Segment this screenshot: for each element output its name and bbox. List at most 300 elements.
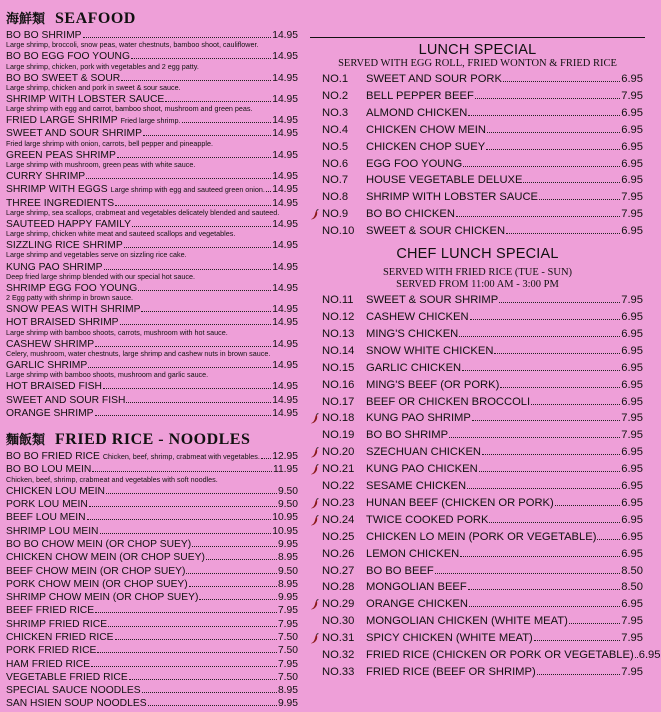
dot-leader (534, 640, 620, 641)
item-name: KUNG PAO CHICKEN (366, 463, 478, 476)
menu-item (6, 339, 298, 358)
item-name: SPICY CHICKEN (WHITE MEAT) (366, 632, 533, 645)
dot-leader (106, 493, 277, 494)
dot-leader (143, 135, 271, 136)
item-name: GARLIC CHICKEN (366, 361, 462, 374)
item-price: 10.95 (272, 512, 298, 524)
dot-leader (523, 182, 620, 183)
item-name: SHRIMP CHOW MEIN (OR CHOP SUEY) (6, 592, 199, 604)
item-price: 8.95 (277, 578, 298, 590)
item-price: 11.95 (272, 464, 298, 476)
dot-leader (199, 599, 277, 600)
item-price: 14.95 (272, 149, 298, 161)
item-number: NO.23 (322, 496, 355, 509)
menu-item-row (6, 566, 298, 577)
chili-pepper-icon (310, 447, 319, 458)
special-item (310, 529, 643, 546)
item-price: 14.95 (272, 304, 298, 316)
dot-leader (479, 471, 621, 472)
menu-item-row (6, 698, 298, 709)
menu-item (6, 486, 298, 497)
item-price: 8.50 (621, 564, 643, 577)
item-name: ORANGE SHRIMP (6, 407, 94, 419)
menu-item (6, 632, 298, 643)
item-name: SHRIMP WITH LOBSTER SAUCE (366, 191, 538, 204)
menu-item-row (6, 685, 298, 696)
item-number: NO.30 (322, 615, 355, 628)
item-name: MING'S CHICKEN (366, 327, 459, 340)
menu-item-row (6, 171, 298, 182)
menu-item (6, 605, 298, 616)
item-name: SWEET AND SOUR PORK (366, 73, 502, 85)
menu-item (6, 499, 298, 510)
item-name: SNOW WHITE CHICKEN (366, 344, 494, 357)
item-number: NO.27 (322, 564, 355, 577)
special-item (310, 546, 643, 563)
item-name: BEEF CHOW MEIN (OR CHOP SUEY) (6, 565, 186, 577)
special-item (310, 105, 643, 122)
item-price: 14.95 (272, 282, 298, 294)
item-price: 6.95 (621, 496, 643, 509)
special-item (310, 360, 643, 377)
item-number: NO.5 (322, 140, 349, 153)
dot-leader (95, 346, 271, 347)
dot-leader (126, 402, 271, 403)
item-number: NO.15 (322, 361, 355, 374)
item-price: 7.95 (277, 605, 298, 617)
dot-leader (531, 404, 620, 405)
item-name: BO BO SWEET & SOUR (6, 72, 121, 84)
item-price: 8.95 (277, 552, 298, 564)
dot-leader (449, 437, 620, 438)
item-name: BO BO FRIED RICE (6, 451, 100, 463)
menu-item (6, 240, 298, 259)
item-name: BO BO EGG FOO YOUNG (6, 51, 130, 63)
dot-leader (89, 506, 277, 507)
special-item (310, 461, 643, 478)
menu-item-row (6, 317, 298, 328)
special-item (310, 563, 643, 580)
fried-rice-title: FRIED RICE - NOODLES (55, 431, 251, 449)
item-name: CASHEW SHRIMP (6, 338, 95, 350)
menu-item-row (6, 659, 298, 670)
item-description: Large shrimp, chicken white meat and sauteed scallops and vegetables. (6, 229, 236, 239)
item-name: SHRIMP LOU MEIN (6, 525, 99, 537)
menu-item (6, 579, 298, 590)
lunch-special-title: LUNCH SPECIAL (418, 42, 537, 58)
item-price: 9.95 (277, 698, 298, 710)
item-name: BO BO SHRIMP (366, 429, 449, 442)
dot-leader (487, 132, 620, 133)
item-name: ORANGE CHICKEN (366, 598, 468, 611)
dot-leader (103, 388, 271, 389)
item-description: Large shrimp, chicken, pork with vegetables and 2 egg patty. (6, 61, 199, 71)
item-name: HOT BRAISED SHRIMP (6, 317, 119, 329)
menu-item-row (6, 499, 298, 510)
item-name: SZECHUAN CHICKEN (366, 446, 481, 459)
item-name: ALMOND CHICKEN (366, 106, 468, 119)
item-number: NO.18 (322, 412, 355, 425)
dot-leader (470, 319, 621, 320)
menu-item-row (6, 395, 298, 406)
item-name: THREE INGREDIENTS (6, 197, 115, 209)
item-number: NO.21 (322, 463, 355, 476)
menu-item-row (6, 512, 298, 523)
item-price: 9.50 (277, 499, 298, 511)
item-number: NO.24 (322, 513, 355, 526)
special-item (310, 596, 643, 613)
item-price: 6.95 (621, 513, 643, 526)
item-name: SHRIMP EGG FOO YOUNG (6, 282, 138, 294)
special-item (310, 309, 643, 326)
menu-item-row (6, 645, 298, 656)
chili-pepper-icon (310, 209, 319, 220)
chef-lunch-hours: SERVED FROM 11:00 AM - 3:00 PM (396, 279, 559, 291)
menu-item (6, 184, 298, 195)
dot-leader (88, 367, 271, 368)
menu-item (6, 592, 298, 603)
menu-item (6, 552, 298, 563)
item-price: 14.95 (272, 93, 298, 105)
menu-item (6, 408, 298, 419)
chili-pepper-icon (310, 515, 319, 526)
item-price: 6.95 (621, 463, 643, 476)
item-name: LEMON CHICKEN (366, 547, 460, 560)
item-price: 14.95 (272, 407, 298, 419)
item-number: NO.13 (322, 327, 355, 340)
dot-leader (87, 519, 272, 520)
item-name: BELL PEPPER BEEF (366, 89, 474, 102)
dot-leader (138, 290, 271, 291)
dot-leader (95, 415, 272, 416)
menu-item (6, 539, 298, 550)
dot-leader (95, 612, 277, 613)
dot-leader (463, 166, 620, 167)
dot-leader (104, 269, 272, 270)
item-price: 6.95 (621, 547, 643, 560)
item-number: NO.31 (322, 632, 355, 645)
dot-leader (539, 199, 620, 200)
dot-leader (83, 37, 272, 38)
item-price: 6.95 (621, 378, 643, 391)
item-name: MONGOLIAN CHICKEN (WHITE MEAT) (366, 615, 568, 628)
dot-leader (261, 458, 271, 459)
item-price: 6.95 (621, 480, 643, 493)
menu-item (6, 283, 298, 302)
menu-item (6, 171, 298, 182)
menu-item (6, 698, 298, 709)
item-price: 14.95 (272, 394, 298, 406)
item-number: NO.32 (322, 649, 355, 662)
menu-item (6, 128, 298, 147)
menu-item (6, 464, 298, 483)
item-name: PORK FRIED RICE (6, 645, 97, 657)
item-price: 9.95 (277, 592, 298, 604)
special-item (310, 394, 643, 411)
special-item (310, 613, 643, 630)
item-number: NO.29 (322, 598, 355, 611)
dot-leader (165, 101, 271, 102)
item-inline-description: Large shrimp with egg and sauteed green onion. (110, 185, 265, 195)
special-item (310, 410, 643, 427)
item-name: SHRIMP WITH EGGS (6, 184, 108, 196)
item-number: NO.25 (322, 530, 355, 543)
item-name: BEEF LOU MEIN (6, 512, 86, 524)
item-name: KUNG PAO SHRIMP (366, 412, 471, 425)
menu-item (6, 262, 298, 281)
menu-item (6, 304, 298, 315)
item-number: NO.6 (322, 157, 349, 170)
item-price: 6.95 (621, 598, 643, 611)
menu-item (6, 198, 298, 217)
dot-leader (86, 178, 271, 179)
item-name: PORK LOU MEIN (6, 499, 88, 511)
item-number: NO.10 (322, 225, 355, 238)
item-price: 14.95 (272, 30, 298, 41)
item-price: 7.50 (277, 632, 298, 643)
menu-item (6, 645, 298, 656)
dot-leader (472, 420, 620, 421)
item-price: 6.95 (621, 395, 643, 408)
item-name: FRIED RICE (CHICKEN OR PORK OR VEGETABLE) (366, 649, 634, 662)
item-price: 6.95 (621, 310, 643, 323)
item-price: 12.95 (272, 451, 298, 463)
item-number: NO.8 (322, 191, 349, 204)
item-price: 6.95 (621, 225, 643, 238)
item-price: 6.95 (621, 106, 643, 119)
special-item (310, 223, 643, 240)
seafood-list (6, 30, 298, 419)
menu-item-row (6, 486, 298, 497)
dot-leader (468, 589, 621, 590)
dot-leader (459, 336, 620, 337)
menu-item (6, 672, 298, 683)
item-description: Large shrimp, chicken and pork in sweet & sour sauce. (6, 82, 181, 92)
dot-leader (460, 556, 620, 557)
dot-leader (124, 247, 272, 248)
dot-leader (635, 657, 638, 658)
menu-item (6, 73, 298, 92)
item-description: Fried large shrimp with onion, carrots, bell pepper and pineapple. (6, 138, 213, 148)
dot-leader (537, 674, 621, 675)
dot-leader (500, 387, 620, 388)
dot-leader (141, 311, 271, 312)
menu-item-row (6, 184, 298, 195)
dot-leader (482, 454, 620, 455)
menu-item-row (6, 128, 298, 139)
item-description: Large shrimp with egg and carrot, bamboo shoot, mushroom and green peas. (6, 104, 253, 114)
special-item (310, 189, 643, 206)
item-number: NO.14 (322, 344, 355, 357)
chef-lunch-subtitle: SERVED WITH FRIED RICE (TUE - SUN) (382, 267, 573, 279)
menu-item (6, 395, 298, 406)
item-name: CHICKEN FRIED RICE (6, 632, 114, 643)
dot-leader (468, 115, 620, 116)
dot-leader (97, 652, 277, 653)
item-name: SHRIMP WITH LOBSTER SAUCE (6, 93, 165, 105)
item-description: Large shrimp and vegetables serve on sizzling rice cake. (6, 250, 187, 260)
dot-leader (117, 157, 271, 158)
dot-leader (148, 705, 277, 706)
item-description: Large shrimp with bamboo shoots, mushroom and garlic sauce. (6, 370, 209, 380)
item-number: NO.33 (322, 666, 355, 678)
item-number: NO.4 (322, 123, 349, 136)
item-name: KUNG PAO SHRIMP (6, 261, 103, 273)
item-price: 8.95 (277, 685, 298, 697)
item-name: BEEF OR CHICKEN BROCCOLI (366, 395, 531, 408)
item-price: 7.50 (277, 645, 298, 657)
item-name: GARLIC SHRIMP (6, 360, 88, 372)
item-name: MONGOLIAN BEEF (366, 581, 467, 594)
item-description: Large shrimp with bamboo shoots, carrots, mushroom with hot sauce. (6, 327, 228, 337)
chili-pepper-icon (310, 498, 319, 509)
item-number: NO.20 (322, 446, 355, 459)
item-name: TWICE COOKED PORK (366, 513, 489, 526)
item-price: 6.95 (621, 327, 643, 340)
dot-leader (186, 573, 277, 574)
special-item (310, 292, 643, 309)
item-name: HOUSE VEGETABLE DELUXE (366, 174, 523, 187)
item-name: BO BO BEEF (366, 564, 434, 577)
item-description: 2 Egg patty with shrimp in brown sauce. (6, 293, 134, 303)
menu-item (6, 30, 298, 49)
item-price: 14.95 (272, 184, 298, 196)
item-price: 9.50 (277, 485, 298, 497)
special-item (310, 156, 643, 173)
item-name: CHICKEN CHOP SUEY (366, 140, 486, 153)
menu-item (6, 360, 298, 379)
dot-leader (131, 58, 271, 59)
item-price: 7.95 (621, 666, 643, 678)
special-item (310, 495, 643, 512)
special-item (310, 122, 643, 139)
chef-lunch-title: CHEF LUNCH SPECIAL (396, 246, 559, 263)
chili-pepper-icon (310, 633, 319, 644)
dot-leader (206, 559, 277, 560)
item-description: Chicken, beef, shrimp, crabmeat and vegetables with soft noodles. (6, 474, 218, 484)
item-name: HUNAN BEEF (CHICKEN OR PORK) (366, 496, 554, 509)
item-price: 7.95 (621, 429, 643, 442)
menu-item-row (6, 632, 298, 643)
dot-leader (189, 586, 277, 587)
lunch-special-subtitle: SERVED WITH EGG ROLL, FRIED WONTON & FRIED RICE (338, 58, 617, 69)
menu-item-row (6, 539, 298, 550)
dot-leader (100, 533, 272, 534)
menu-item (6, 219, 298, 238)
menu-item-row (6, 592, 298, 603)
chili-pepper-icon (310, 464, 319, 475)
menu-item-row (6, 51, 298, 62)
item-price: 6.95 (621, 446, 643, 459)
item-price: 14.95 (272, 338, 298, 350)
item-price: 7.95 (621, 89, 643, 102)
dot-leader (182, 122, 272, 123)
fried-rice-chinese-title: 麵飯類 (6, 433, 46, 449)
item-name: CURRY SHRIMP (6, 171, 86, 183)
item-name: HOT BRAISED FISH (6, 381, 102, 393)
item-price: 6.95 (621, 73, 643, 85)
menu-item-row (6, 605, 298, 616)
item-price: 7.50 (277, 671, 298, 683)
menu-item (6, 51, 298, 70)
item-name: MING'S BEEF (OR PORK) (366, 378, 500, 391)
item-name: SWEET AND SOUR FISH (6, 394, 126, 406)
item-price: 14.95 (272, 261, 298, 273)
special-item (310, 326, 643, 343)
item-price: 14.95 (272, 360, 298, 372)
item-name: SNOW PEAS WITH SHRIMP (6, 304, 141, 316)
chili-pepper-icon (310, 413, 319, 424)
menu-item (6, 150, 298, 169)
item-name: PORK CHOW MEIN (OR CHOP SUEY) (6, 578, 188, 590)
dot-leader (115, 205, 271, 206)
item-name: VEGETABLE FRIED RICE (6, 671, 128, 683)
dot-leader (108, 626, 277, 627)
menu-item-row (6, 451, 298, 462)
menu-item-row (6, 672, 298, 683)
item-number: NO.9 (322, 208, 349, 221)
dot-leader (597, 539, 620, 540)
dot-leader (92, 471, 272, 472)
item-number: NO.7 (322, 174, 349, 187)
special-item (310, 579, 643, 596)
dot-leader (129, 679, 277, 680)
item-price: 6.95 (621, 361, 643, 374)
item-number: NO.22 (322, 480, 355, 493)
special-item (310, 139, 643, 156)
item-name: BO BO CHICKEN (366, 208, 455, 221)
dot-leader (456, 216, 620, 217)
item-description: Deep fried large shrimp blended with our special hot sauce. (6, 271, 195, 281)
item-price: 14.95 (272, 381, 298, 393)
item-price: 7.95 (621, 294, 643, 307)
item-price: 14.95 (272, 51, 298, 63)
item-name: SESAME CHICKEN (366, 480, 467, 493)
item-name: GREEN PEAS SHRIMP (6, 149, 116, 161)
left-column (6, 8, 298, 712)
item-description: Large shrimp, sea scallops, crabmeat and vegetables delicately blended and sauteed. (6, 207, 280, 217)
menu-item-row (6, 579, 298, 590)
dot-leader (462, 370, 620, 371)
dot-leader (486, 149, 620, 150)
special-item (310, 88, 643, 105)
special-item (310, 630, 643, 647)
menu-item (6, 381, 298, 392)
item-number: NO.12 (322, 310, 355, 323)
special-item (310, 206, 643, 223)
menu-item (6, 659, 298, 670)
item-number: NO.17 (322, 395, 355, 408)
item-name: EGG FOO YOUNG (366, 157, 463, 170)
item-price: 14.95 (272, 317, 298, 329)
dot-leader (192, 546, 277, 547)
dot-leader (266, 191, 271, 192)
item-number: NO.16 (322, 378, 355, 391)
item-name: FRIED RICE (BEEF OR SHRIMP) (366, 666, 536, 678)
item-number: NO.11 (322, 294, 354, 307)
item-price: 7.95 (621, 412, 643, 425)
item-price: 14.95 (272, 128, 298, 140)
item-name: CHICKEN LOU MEIN (6, 485, 105, 497)
item-price: 6.95 (621, 123, 643, 136)
item-price: 14.95 (272, 240, 298, 252)
item-price: 6.95 (621, 157, 643, 170)
item-inline-description: Fried large shrimp. (120, 116, 181, 126)
special-item (310, 427, 643, 444)
item-price: 14.95 (272, 197, 298, 209)
item-price: 9.50 (277, 565, 298, 577)
item-name: SAN HSIEN SOUP NOODLES (6, 698, 147, 710)
